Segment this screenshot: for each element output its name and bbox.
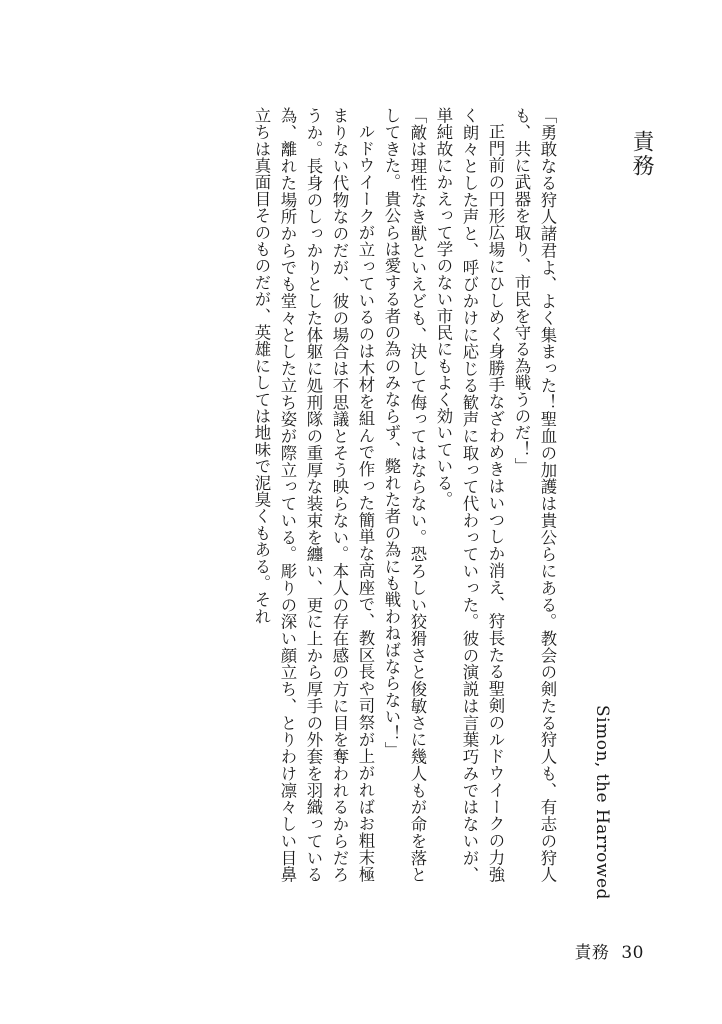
chapter-title: 責務 [629, 130, 654, 178]
page-footer [574, 938, 644, 963]
body-text [140, 107, 560, 883]
page-number: 30 [621, 943, 644, 963]
chapter-subtitle: Simon, the Harrowed [592, 705, 612, 900]
paragraph: 「敵は理性なき獣といえども、決して侮ってはならない。恐ろしい狡猾さと俊敏さに幾人もが命を落としてきた。貴公らは愛する者の為のみならず、斃れた者の為にも戦わねばならない！」 [382, 107, 427, 883]
paragraph: 「勇敢なる狩人諸君よ、よく集まった！聖血の加護は貴公らにある。教会の剣たる狩人も、有志の狩人も、共に武器を取り、市民を守る為戦うのだ！」 [512, 107, 557, 883]
running-head: 責務 [574, 943, 610, 963]
paragraph: ルドウイークが立っているのは木材を組んで作った簡単な高座で、教区長や司祭が上がればお粗末極まりない代物なのだが、彼の場合は不思議とそう映らない。本人の存在感の方に目を奪われるからだろうか。長身のしっかりとした体躯に処刑隊の重厚な装束を纏い、更に上から厚手の外套を羽織っている為、離れた場所からでも堂々とした立ち姿が際立っている。彫りの深い顔立ち、とりわけ凛々しい目鼻立ちは真面目そのものだが、英雄にしては地味で泥臭くもある。それ [252, 107, 375, 883]
paragraph: 正門前の円形広場にひしめく身勝手なざわめきはいつしか消え、狩長たる聖剣のルドウイークの力強く朗々とした声と、呼びかけに応じる歓声に取って代わっていった。彼の演説は言葉巧みではないが、単純故にかえって学のない市民にもよく効いている。 [434, 107, 505, 883]
